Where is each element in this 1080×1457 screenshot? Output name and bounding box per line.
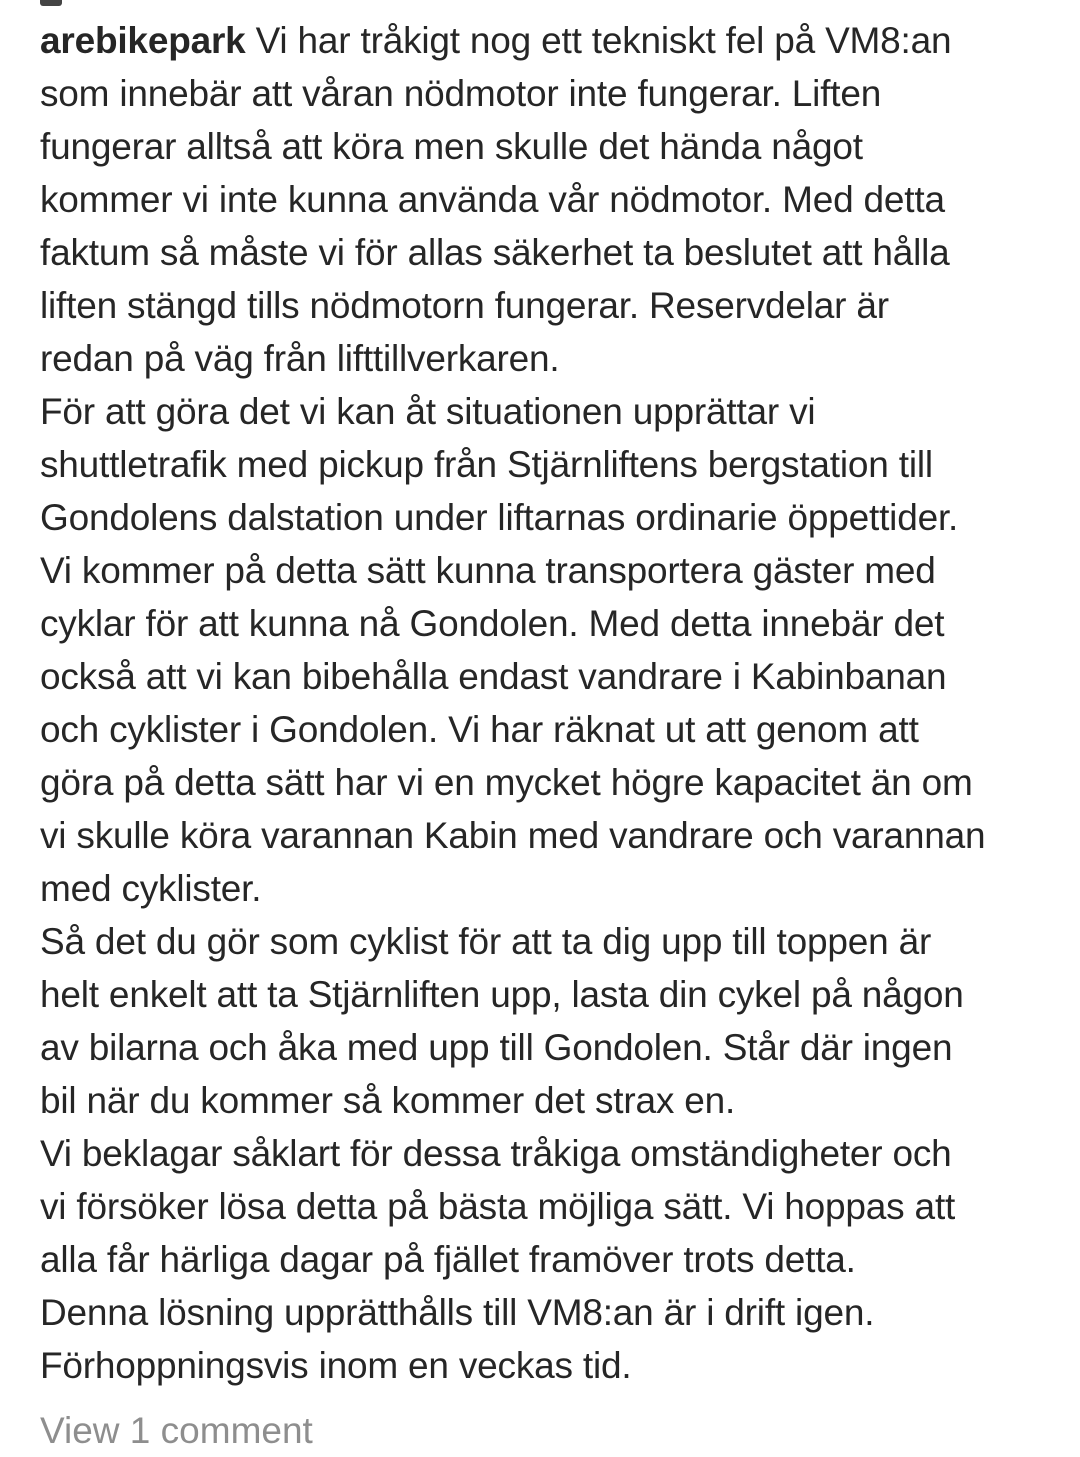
caption-line: som innebär att våran nödmotor inte fungerar. Liften — [40, 73, 882, 114]
caption-line: Vi beklagar såklart för dessa tråkiga omständigheter och — [40, 1133, 952, 1174]
caption-line: Denna lösning upprätthålls till VM8:an är i drift igen. — [40, 1292, 875, 1333]
caption-line: Förhoppningsvis inom en veckas tid. — [40, 1345, 632, 1386]
caption-line: liften stängd tills nödmotorn fungerar. Reservdelar är — [40, 285, 889, 326]
caption-line: och cyklister i Gondolen. Vi har räknat ut att genom att — [40, 709, 919, 750]
caption-line: göra på detta sätt har vi en mycket högre kapacitet än om — [40, 762, 973, 803]
caption-line: cyklar för att kunna nå Gondolen. Med detta innebär det — [40, 603, 945, 644]
caption-line: redan på väg från lifttillverkaren. — [40, 338, 560, 379]
post-caption — [40, 14, 1050, 1392]
caption-line: För att göra det vi kan åt situationen upprättar vi — [40, 391, 816, 432]
caption-line: av bilarna och åka med upp till Gondolen. Står där ingen — [40, 1027, 953, 1068]
caption-line — [40, 14, 1050, 67]
caption-line: kommer vi inte kunna använda vår nödmotor. Med detta — [40, 179, 945, 220]
caption-line: med cyklister. — [40, 868, 262, 909]
caption-line: helt enkelt att ta Stjärnliften upp, lasta din cykel på någon — [40, 974, 964, 1015]
username-link[interactable]: arebikepark — [40, 20, 246, 61]
caption-line: Vi kommer på detta sätt kunna transportera gäster med — [40, 550, 936, 591]
caption-line: faktum så måste vi för allas säkerhet ta beslutet att hålla — [40, 232, 950, 273]
caption-text: Vi har tråkigt nog ett tekniskt fel på VM8:an — [245, 20, 952, 61]
caption-line: Gondolens dalstation under liftarnas ordinarie öppettider. — [40, 497, 959, 538]
caption-line: bil när du kommer så kommer det strax en. — [40, 1080, 736, 1121]
caption-line: också att vi kan bibehålla endast vandrare i Kabinbanan — [40, 656, 947, 697]
caption-line: alla får härliga dagar på fjället framöver trots detta. — [40, 1239, 856, 1280]
caption-line: vi försöker lösa detta på bästa möjliga sätt. Vi hoppas att — [40, 1186, 956, 1227]
caption-line: Så det du gör som cyklist för att ta dig upp till toppen är — [40, 921, 932, 962]
caption-line: vi skulle köra varannan Kabin med vandrare och varannan — [40, 815, 986, 856]
caption-line: fungerar alltså att köra men skulle det hända något — [40, 126, 863, 167]
caption-line: shuttletrafik med pickup från Stjärnliftens bergstation till — [40, 444, 933, 485]
view-comments-link[interactable]: View 1 comment — [40, 1410, 313, 1451]
previous-element-edge — [40, 0, 62, 6]
